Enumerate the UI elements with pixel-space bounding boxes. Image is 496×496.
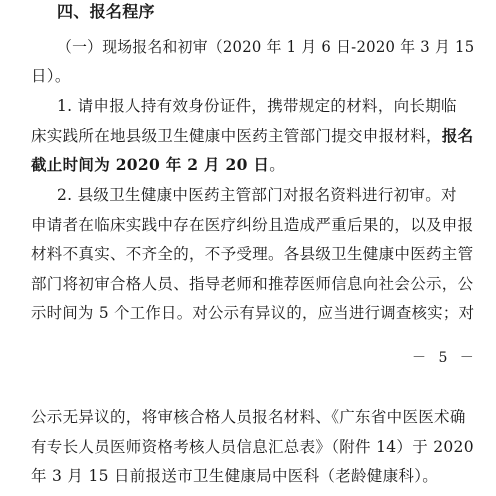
registration-deadline: 截止时间为 2020 年 2 月 20 日 <box>31 155 270 174</box>
next-page-line2: 有专长人员医师资格考核人员信息汇总表》（附件 14）于 2020 <box>31 438 474 456</box>
next-page-line3: 年 3 月 15 日前报送市卫生健康局中医科（老龄健康科）。 <box>31 467 439 485</box>
item1-line2-text: 床实践所在地县级卫生健康中医药主管部门提交申报材料， <box>31 127 442 145</box>
item1-line1: 1. 请申报人持有效身份证件，携带规定的材料，向长期临 <box>57 97 457 115</box>
item1-line3-end: 。 <box>269 156 285 174</box>
item2-line2: 申请者在临床实践中存在医疗纠纷且造成严重后果的，以及申报 <box>31 216 474 234</box>
item2-line3: 材料不真实、不齐全的，不予受理。各县级卫生健康中医药主管 <box>31 245 474 263</box>
item2-line1: 2. 县级卫生健康中医药主管部门对报名资料进行初审。对 <box>57 186 457 204</box>
item1-line2-bold: 报名 <box>441 126 474 145</box>
subsection-title-cont: 日）。 <box>31 67 71 85</box>
page-number: － 5 － <box>412 350 478 366</box>
item2-line4: 部门将初审合格人员、指导老师和推荐医师信息向社会公示，公 <box>31 275 474 293</box>
subsection-title: （一）现场报名和初审（2020 年 1 月 6 日-2020 年 3 月 15 <box>57 38 475 56</box>
item2-line5: 示时间为 5 个工作日。对公示有异议的，应当进行调查核实；对 <box>31 304 475 322</box>
item1-line3 <box>31 155 285 175</box>
next-page-line1: 公示无异议的，将审核合格人员报名材料、《广东省中医医术确 <box>31 408 466 426</box>
item1-line2 <box>31 126 473 146</box>
section-heading: 四、报名程序 <box>57 2 155 21</box>
